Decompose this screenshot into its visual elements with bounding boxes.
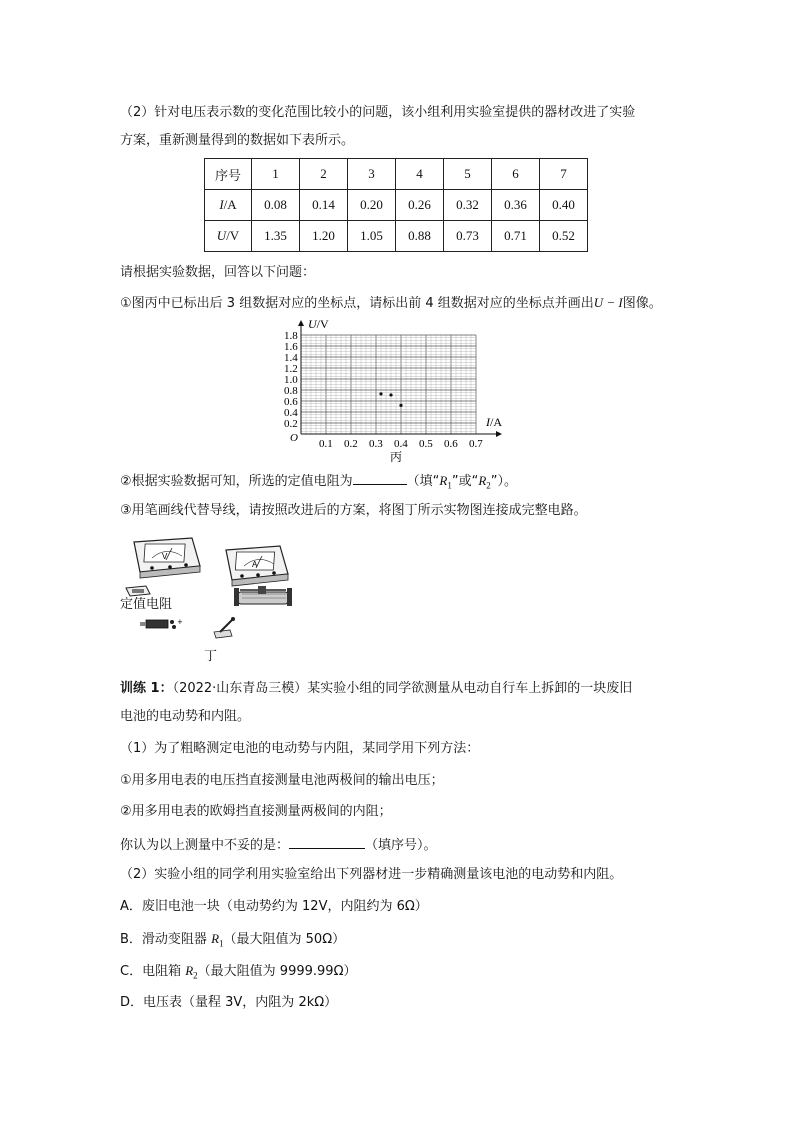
graph-axes <box>298 320 502 437</box>
option-b-subscript: 1 <box>219 938 224 949</box>
y-tick-label: 0.4 <box>284 407 298 419</box>
answer-blank[interactable] <box>289 834 365 849</box>
r1-symbol: R <box>439 473 448 488</box>
table-cell: 0.73 <box>444 221 492 252</box>
x-tick-label: 0.6 <box>444 438 458 450</box>
table-header-cell: 2 <box>300 159 348 190</box>
training-1-line1 <box>120 680 632 698</box>
table-cell: 0.32 <box>444 190 492 221</box>
row-label-symbol: U <box>216 228 227 243</box>
option-b-detail: （最大阻值为 50Ω） <box>223 932 346 947</box>
table-cell: 1.20 <box>300 221 348 252</box>
x-tick-label: 0.5 <box>419 438 433 450</box>
switch-icon[interactable] <box>214 617 235 638</box>
x-tick-label: 0.7 <box>469 438 483 450</box>
option-c-text: C．电阻箱 <box>120 964 186 979</box>
question-1-tail: 图像。 <box>622 296 662 311</box>
figure-caption-ding: 丁 <box>204 649 218 664</box>
part2-intro-line2: 方案，重新测量得到的数据如下表所示。 <box>120 133 355 148</box>
ammeter-label: A <box>252 560 258 569</box>
fixed-resistor-icon[interactable] <box>126 586 150 596</box>
table-cell: 0.71 <box>492 221 540 252</box>
question-2-text: ②根据实验数据可知，所选的定值电阻为 <box>120 474 353 489</box>
y-tick-label: 0.8 <box>284 385 298 397</box>
row-label-symbol: I <box>219 197 224 212</box>
x-tick-label: 0.4 <box>394 438 408 450</box>
y-tick-label: 1.4 <box>284 352 298 364</box>
table-header-cell: 7 <box>540 159 588 190</box>
table-row <box>205 221 588 252</box>
table-row-label <box>205 190 252 221</box>
y-tick-label: 1.8 <box>284 330 298 342</box>
row-label-unit: /V <box>226 228 240 243</box>
table-cell: 1.35 <box>252 221 300 252</box>
option-c-symbol: R <box>185 963 194 978</box>
row-label-unit: /A <box>223 197 237 212</box>
table-row <box>205 190 588 221</box>
part2-intro-line1: （2）针对电压表示数的变化范围比较小的问题，该小组利用实验室提供的器材改进了实验 <box>120 105 636 120</box>
table-header-cell: 3 <box>348 159 396 190</box>
u-i-graph <box>270 316 520 466</box>
table-cell: 0.20 <box>348 190 396 221</box>
y-tick-label: 0.2 <box>284 418 298 430</box>
table-header-cell: 6 <box>492 159 540 190</box>
r2-symbol: R <box>478 473 487 488</box>
option-a: A．废旧电池一块（电动势约为 12V，内阻约为 6Ω） <box>120 899 428 914</box>
y-tick-label: 1.0 <box>284 374 298 386</box>
question-1-math: U − I <box>593 295 623 310</box>
table-cell: 0.36 <box>492 190 540 221</box>
question-3: ③用笔画线代替导线，请按照改进后的方案，将图丁所示实物图连接成完整电路。 <box>120 503 587 518</box>
question-2-or: ”或“ <box>451 474 479 489</box>
data-point <box>399 404 402 407</box>
question-2-fill-close: ”）。 <box>490 474 518 489</box>
table-header-row <box>205 159 588 190</box>
r1-subscript: 1 <box>447 480 452 491</box>
method-1: ①用多用电表的电压挡直接测量电池两极间的输出电压； <box>120 773 444 788</box>
table-cell: 0.52 <box>540 221 588 252</box>
voltmeter-label: V <box>162 552 168 561</box>
option-b <box>120 930 345 953</box>
x-tick-label: 0.2 <box>344 438 358 450</box>
data-table <box>204 158 588 252</box>
training-1-title: 训练 1： <box>120 681 173 696</box>
battery-icon[interactable] <box>140 618 183 629</box>
y-tick-label: 1.6 <box>284 341 298 353</box>
option-c <box>120 962 357 985</box>
answer-blank[interactable] <box>353 470 407 485</box>
ammeter-icon[interactable] <box>226 546 288 586</box>
y-axis-arrow-icon <box>298 320 304 326</box>
question-2 <box>120 470 517 495</box>
table-cell: 0.40 <box>540 190 588 221</box>
voltmeter-icon[interactable] <box>134 538 200 578</box>
training-part2: （2）实验小组的同学利用实验室给出下列器材进一步精确测量该电池的电动势和内阻。 <box>120 867 623 882</box>
table-header-cell: 5 <box>444 159 492 190</box>
training-ask-tail: （填序号）。 <box>365 838 437 853</box>
training-ask-text: 你认为以上测量中不妥的是： <box>120 838 290 853</box>
figure-caption-bing: 丙 <box>390 450 403 464</box>
training-1-line2: 电池的电动势和内阻。 <box>120 709 251 724</box>
training-ask <box>120 834 437 855</box>
x-axis-label: I/A <box>486 415 502 429</box>
table-cell: 0.14 <box>300 190 348 221</box>
x-axis-arrow-icon <box>496 431 502 437</box>
data-point <box>379 392 382 395</box>
answer-prompt: 请根据实验数据，回答以下问题： <box>120 265 316 280</box>
method-2: ②用多用电表的欧姆挡直接测量两极间的内阻； <box>120 804 392 819</box>
x-tick-label: 0.1 <box>319 438 333 450</box>
y-tick-label: 1.2 <box>284 363 298 375</box>
svg-text:+: + <box>177 618 183 626</box>
question-1-text: ①图丙中已标出后 3 组数据对应的坐标点，请标出前 4 组数据对应的坐标点并画出 <box>120 296 594 311</box>
table-cell: 0.88 <box>396 221 444 252</box>
origin-label: O <box>290 432 298 444</box>
table-cell: 0.08 <box>252 190 300 221</box>
option-b-symbol: R <box>211 931 220 946</box>
table-header-cell: 4 <box>396 159 444 190</box>
data-point <box>389 393 392 396</box>
fixed-resistor-label: 定值电阻 <box>120 597 173 612</box>
table-header-cell: 1 <box>252 159 300 190</box>
x-tick-label: 0.3 <box>369 438 383 450</box>
table-cell: 0.26 <box>396 190 444 221</box>
question-1 <box>120 294 662 313</box>
table-header-cell: 序号 <box>205 159 252 190</box>
option-b-text: B．滑动变阻器 <box>120 932 212 947</box>
training-part1: （1）为了粗略测定电池的电动势与内阻，某同学用下列方法： <box>120 741 480 756</box>
table-cell: 1.05 <box>348 221 396 252</box>
r2-subscript: 2 <box>486 480 491 491</box>
option-d: D．电压表（量程 3V，内阻为 2kΩ） <box>120 995 338 1010</box>
table-row-label <box>205 221 252 252</box>
y-axis-label: U/V <box>308 317 329 331</box>
option-c-detail: （最大阻值为 9999.99Ω） <box>197 964 357 979</box>
training-1-source: （2022·山东青岛三模）某实验小组的同学欲测量从电动自行车上拆卸的一块废旧 <box>172 681 633 696</box>
rheostat-icon[interactable] <box>234 586 292 606</box>
question-2-fill-open: （填“ <box>406 474 440 489</box>
y-tick-label: 0.6 <box>284 396 298 408</box>
option-c-subscript: 2 <box>193 970 198 981</box>
graph-grid <box>301 335 476 434</box>
